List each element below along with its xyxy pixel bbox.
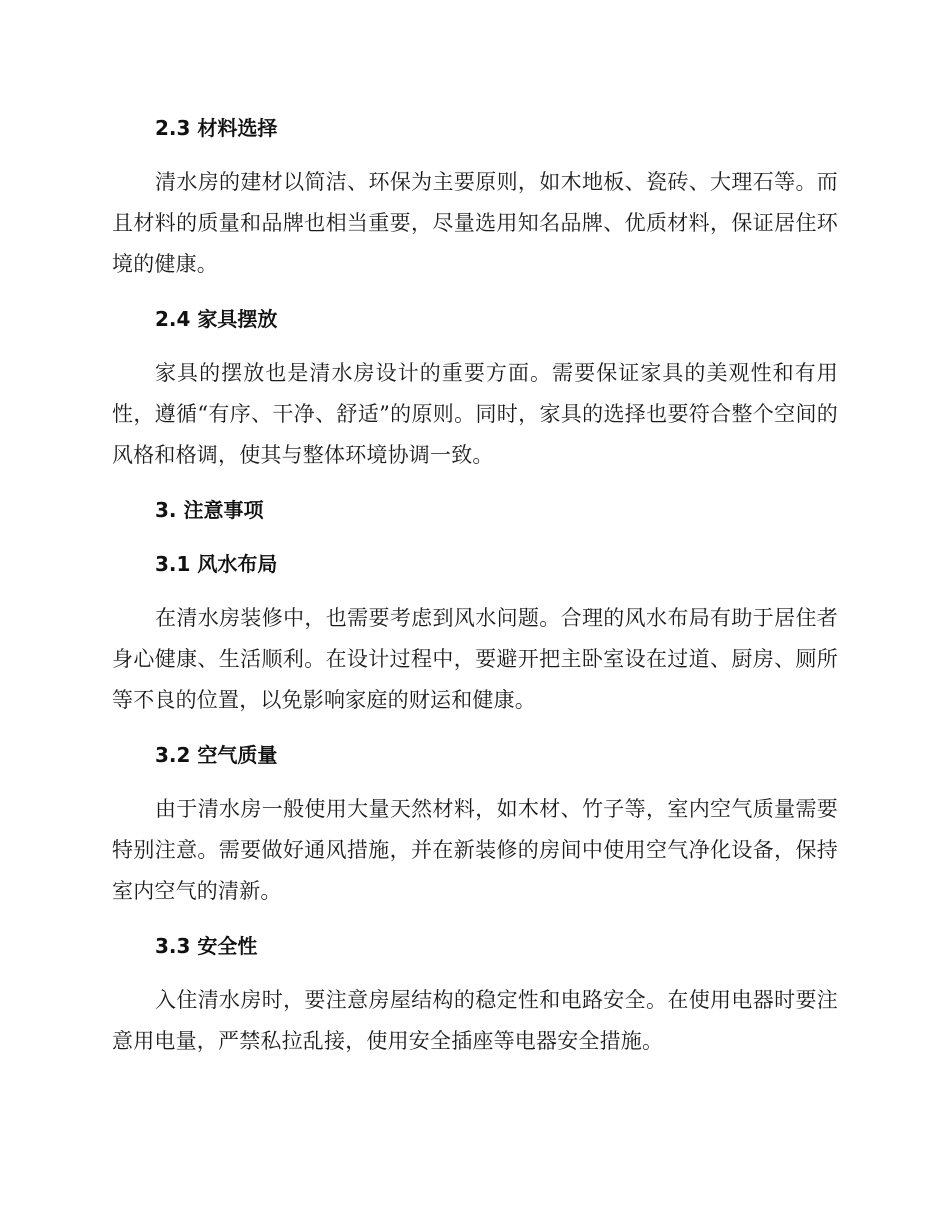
section-heading-3-2: 3.2 空气质量 xyxy=(155,743,278,767)
section-heading-3-3: 3.3 安全性 xyxy=(155,934,258,958)
section-heading-3-1: 3.1 风水布局 xyxy=(155,552,278,576)
section-heading-2-4: 2.4 家具摆放 xyxy=(155,307,278,331)
section-paragraph-2-4: 家具的摆放也是清水房设计的重要方面。需要保证家具的美观性和有用性，遵循“有序、干净、舒适”的原则。同时，家具的选择也要符合整个空间的风格和格调，使其与整体环境协调一致。 xyxy=(112,361,838,467)
section-heading-2-3: 2.3 材料选择 xyxy=(155,116,278,140)
section-paragraph-3-1: 在清水房装修中，也需要考虑到风水问题。合理的风水布局有助于居住者身心健康、生活顺利。在设计过程中，要避开把主卧室设在过道、厨房、厕所等不良的位置，以免影响家庭的财运和健康。 xyxy=(112,606,838,712)
section-heading-3: 3. 注意事项 xyxy=(155,498,264,522)
section-paragraph-3-3: 入住清水房时，要注意房屋结构的稳定性和电路安全。在使用电器时要注意用电量，严禁私拉乱接，使用安全插座等电器安全措施。 xyxy=(112,988,838,1053)
section-paragraph-2-3: 清水房的建材以简洁、环保为主要原则，如木地板、瓷砖、大理石等。而且材料的质量和品牌也相当重要，尽量选用知名品牌、优质材料，保证居住环境的健康。 xyxy=(112,170,838,276)
section-paragraph-3-2: 由于清水房一般使用大量天然材料，如木材、竹子等，室内空气质量需要特别注意。需要做好通风措施，并在新装修的房间中使用空气净化设备，保持室内空气的清新。 xyxy=(112,797,838,903)
